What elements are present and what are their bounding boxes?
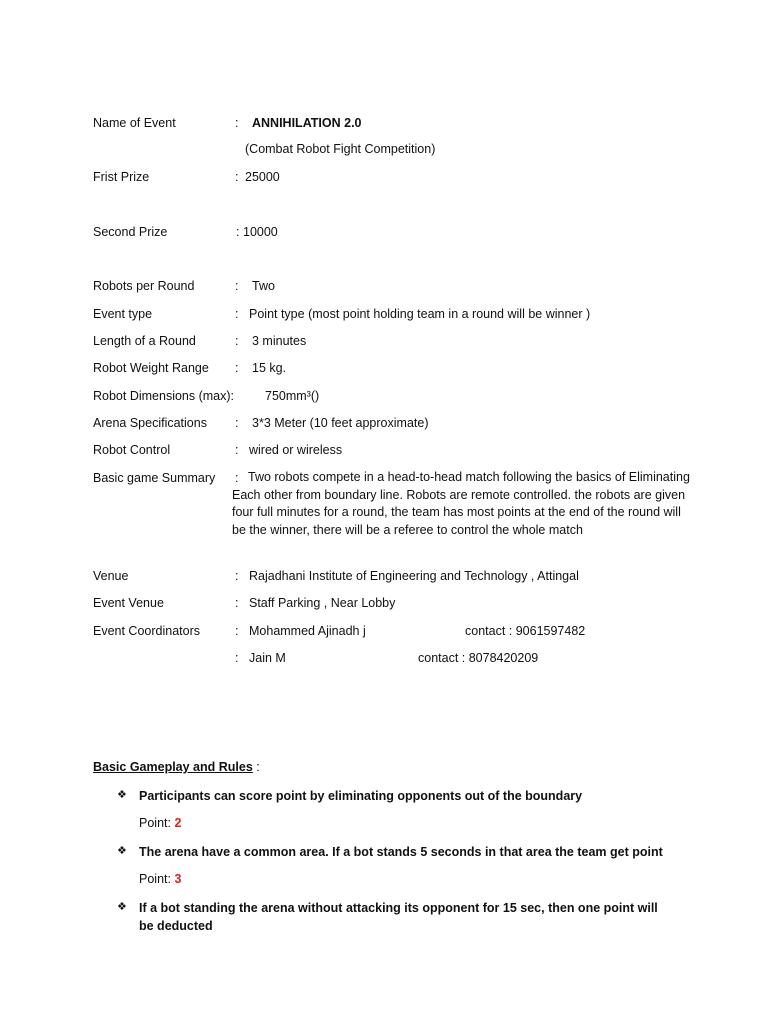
robot-control-label: Robot Control: [93, 443, 171, 457]
event-venue-value: Staff Parking , Near Lobby: [249, 596, 396, 610]
round-length-separator: :: [235, 334, 239, 348]
diamond-bullet-icon: ❖: [117, 789, 127, 801]
robots-per-round-separator: :: [235, 279, 239, 293]
summary-text: Two robots compete in a head-to-head match following the basics of Eliminating Each other from boundary line. Robots are remote controlled. the robots are given four full minutes for a round, the team has most points at the end of the round will be the winner, there will be a referee to control the whole match: [232, 470, 690, 537]
coordinator-1-separator: :: [235, 624, 239, 638]
summary-label: Basic game Summary: [93, 471, 216, 485]
second-prize-label: Second Prize: [93, 225, 168, 239]
dimensions-value: 750mm³(): [265, 389, 320, 403]
first-prize-label: Frist Prize: [93, 170, 150, 184]
rule-1-text: Participants can score point by eliminating opponents out of the boundary: [139, 789, 583, 803]
coordinator-2-contact: contact : 8078420209: [418, 651, 539, 665]
first-prize-separator: :: [235, 170, 239, 184]
event-venue-separator: :: [235, 596, 239, 610]
event-title: ANNIHILATION 2.0: [252, 116, 362, 130]
arena-spec-value: 3*3 Meter (10 feet approximate): [252, 416, 429, 430]
arena-spec-separator: :: [235, 416, 239, 430]
rules-heading-colon: :: [252, 760, 260, 774]
first-prize-value: 25000: [245, 170, 280, 184]
event-type-label: Event type: [93, 307, 153, 321]
robots-per-round-label: Robots per Round: [93, 279, 195, 293]
second-prize-value: 10000: [243, 225, 278, 239]
arena-spec-label: Arena Specifications: [93, 416, 207, 430]
name-of-event-label: Name of Event: [93, 116, 176, 130]
rule-2-point-label: Point:: [139, 872, 175, 886]
rule-2-point-value: 3: [174, 872, 182, 886]
rule-1-point-value: 2: [174, 816, 182, 830]
diamond-bullet-icon: ❖: [117, 901, 127, 913]
robot-control-separator: :: [235, 443, 239, 457]
robots-per-round-value: Two: [252, 279, 275, 293]
diamond-bullet-icon: ❖: [117, 845, 127, 857]
rules-heading-text: Basic Gameplay and Rules: [93, 760, 253, 774]
dimensions-label: Robot Dimensions (max):: [93, 389, 235, 403]
venue-label: Venue: [93, 569, 129, 583]
rule-2-points: [139, 873, 181, 886]
round-length-value: 3 minutes: [252, 334, 307, 348]
coordinator-2-separator: :: [235, 651, 239, 665]
coordinator-1-name: Mohammed Ajinadh j: [249, 624, 366, 638]
event-subtitle: (Combat Robot Fight Competition): [245, 142, 436, 156]
weight-range-value: 15 kg.: [252, 361, 287, 375]
weight-range-separator: :: [235, 361, 239, 375]
rule-2-text: The arena have a common area. If a bot stands 5 seconds in that area the team get point: [139, 845, 663, 859]
round-length-label: Length of a Round: [93, 334, 196, 348]
event-type-value: Point type (most point holding team in a round will be winner ): [249, 307, 591, 321]
coordinator-2-name: Jain M: [249, 651, 286, 665]
venue-separator: :: [235, 569, 239, 583]
event-venue-label: Event Venue: [93, 596, 164, 610]
rule-1-points: [139, 817, 181, 830]
rule-3-text: If a bot standing the arena without attacking its opponent for 15 sec, then one point will be deducted: [139, 901, 658, 933]
venue-value: Rajadhani Institute of Engineering and Technology , Attingal: [249, 569, 579, 583]
name-of-event-separator: :: [235, 116, 239, 130]
coordinators-label: Event Coordinators: [93, 624, 201, 638]
second-prize-separator: :: [236, 225, 240, 239]
rules-heading: [93, 761, 260, 774]
event-type-separator: :: [235, 307, 239, 321]
weight-range-label: Robot Weight Range: [93, 361, 209, 375]
robot-control-value: wired or wireless: [249, 443, 343, 457]
summary-separator: :: [235, 471, 239, 485]
rule-1-point-label: Point:: [139, 816, 175, 830]
coordinator-1-contact: contact : 9061597482: [465, 624, 586, 638]
